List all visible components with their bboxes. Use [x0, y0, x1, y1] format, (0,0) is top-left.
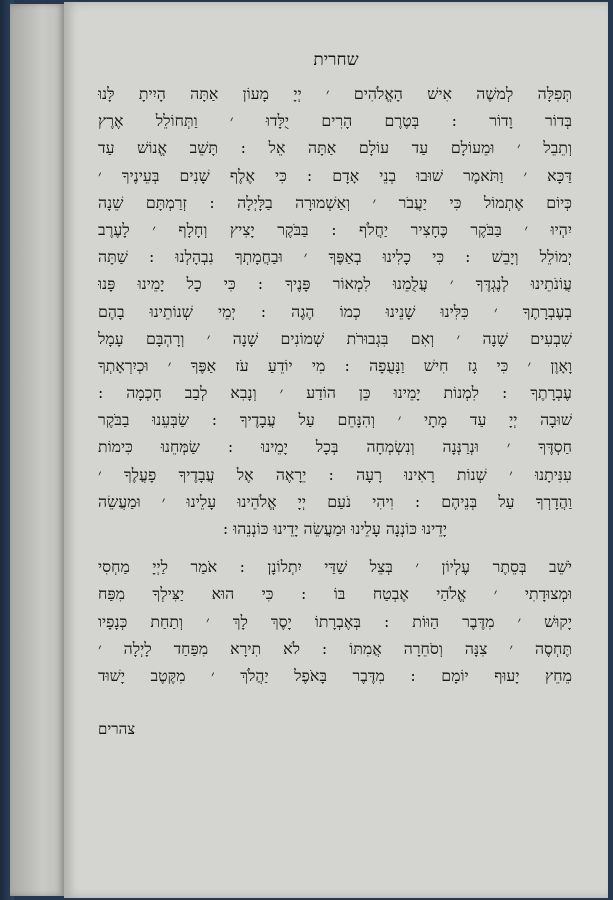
- text-line: יִהְיוּ ׳ בַּבֹּקֶר כֶּחָצִיר יַחֲלֹף : בַּבֹּקֶר יָצִיץ וְחָלָף ׳ לָעֶרֶב: [98, 219, 572, 239]
- text-line: וְתֵבֵל ׳ וּמֵעוֹלָם עַד עוֹלָם אַתָּה אֵל : תָּשֵׁב אֱנוֹשׁ עַד: [98, 138, 572, 158]
- text-line: וּמְצוּדָתִי ׳ אֱלֹהַי אֶבְטַח בּוֹ : כִּי הוּא יַצִּילְךָ מִפַּח: [98, 584, 572, 604]
- psalm-91-paragraph: [98, 553, 572, 689]
- text-line: חַסְדֶּךָ ׳ וּנְרַנְּנָה וְנִשְׂמְחָה בְּכָל יָמֵינוּ : שַׂמְּחֵנוּ כִּימוֹת: [98, 437, 572, 457]
- text-line: יְמוֹלֵל וְיָבֵשׁ : כִּי כָלִינוּ בְאַפֶּךָ ׳ וּבַחֲמָתְךָ נִבְהָלְנוּ : שַׁתָּה: [98, 247, 572, 267]
- text-line: עֶבְרָתֶךָ : לִמְנוֹת יָמֵינוּ כֵּן הוֹדַע ׳ וְנָבִא לְבַב חָכְמָה :: [98, 383, 572, 403]
- text-line: יֹשֵׁב בְּסֵתֶר עֶלְיוֹן ׳ בְּצֵל שַׁדַּי יִתְלוֹנָן : אֹמַר לַיְיָ מַחְסִי: [98, 557, 572, 577]
- text-line: יָדֵינוּ כּוֹנְנָה עָלֵינוּ וּמַעֲשֵׂה יָדֵינוּ כּוֹנְנֵהוּ :: [222, 519, 448, 538]
- text-line: וַהֲדָרְךָ עַל בְּנֵיהֶם : וִיהִי נֹעַם יְיָ אֱלֹהֵינוּ עָלֵינוּ ׳ וּמַעֲשֵׂה: [98, 491, 572, 511]
- book-page: [64, 2, 608, 898]
- text-line: עִנִּיתָנוּ ׳ שְׁנוֹת רָאִינוּ רָעָה : יֵרָאֶה אֶל עֲבָדֶיךָ פָעֳלֶךָ ׳: [98, 464, 572, 484]
- paragraph-gap: [98, 542, 572, 553]
- text-line: שִׁבְעִים שָׁנָה ׳ וְאִם בִּגְבוּרֹת שְׁמוֹנִים שָׁנָה ׳ וְרָהְבָּם עָמָל: [98, 328, 572, 348]
- previous-page-edge: [10, 4, 65, 896]
- text-line: כְּיוֹם אֶתְמוֹל כִּי יַעֲבֹר ׳ וְאַשְׁמוּרָה בַלָּיְלָה : זְרַמְתָּם שֵׁנָה: [98, 192, 572, 212]
- running-title: שחרית: [313, 50, 359, 70]
- page-text: [98, 80, 572, 689]
- text-line: שׁוּבָה יְיָ עַד מָתָי ׳ וְהִנָּחֵם עַל עֲבָדֶיךָ : שַׂבְּעֵנוּ בַבֹּקֶר: [98, 410, 572, 430]
- text-line: מֵחֵץ יָעוּף יוֹמָם : מִדֶּבֶר בָּאֹפֶל יַהֲלֹךְ ׳ מִקֶּטֶב יָשׁוּד: [98, 665, 572, 685]
- text-line: בְעֶבְרָתֶךָ ׳ כִּלִּינוּ שָׁנֵינוּ כְמוֹ הֶגֶה : יְמֵי שְׁנוֹתֵינוּ בָהֶם: [98, 301, 572, 321]
- text-line: עֲוֹנֹתֵינוּ לְנֶגְדֶּךָ ׳ עֲלֻמֵנוּ לִמְאוֹר פָּנֶיךָ : כִּי כָל יָמֵינוּ פָּנוּ: [98, 274, 572, 294]
- psalm-90-paragraph: [98, 80, 572, 542]
- text-line: תְּפִלָּה לְמשֶׁה אִישׁ הָאֱלֹהִים ׳ יְיָ מָעוֹן אַתָּה הָיִיתָ לָּנוּ: [98, 84, 572, 103]
- text-line: דַּכָּא ׳ וַתֹּאמֶר שׁוּבוּ בְנֵי אָדָם : כִּי אֶלֶף שָׁנִים בְּעֵינֶיךָ ׳: [98, 165, 572, 185]
- catchword: צהרים: [98, 720, 136, 738]
- text-line: וָאָוֶן ׳ כִּי גָז חִישׁ וַנָּעֻפָה : מִי יוֹדֵעַ עֹז אַפֶּךָ ׳ וּכְיִרְאָתְךָ: [98, 355, 572, 375]
- text-line: יָקוּשׁ ׳ מִדֶּבֶר הַוּוֹת : בְּאֶבְרָתוֹ יָסֶךְ לָךְ ׳ וְתַחַת כְּנָפָיו: [98, 611, 572, 631]
- text-line: בְּדוֹר וָדוֹר : בְּטֶרֶם הָרִים יֻלָּדוּ ׳ וַתְּחוֹלֵל אֶרֶץ: [98, 111, 572, 131]
- text-line: תֶּחְסֶה ׳ צִנָּה וְסֹחֵרָה אֲמִתּוֹ : לֹא תִירָא מִפַּחַד לָיְלָה ׳: [98, 638, 572, 658]
